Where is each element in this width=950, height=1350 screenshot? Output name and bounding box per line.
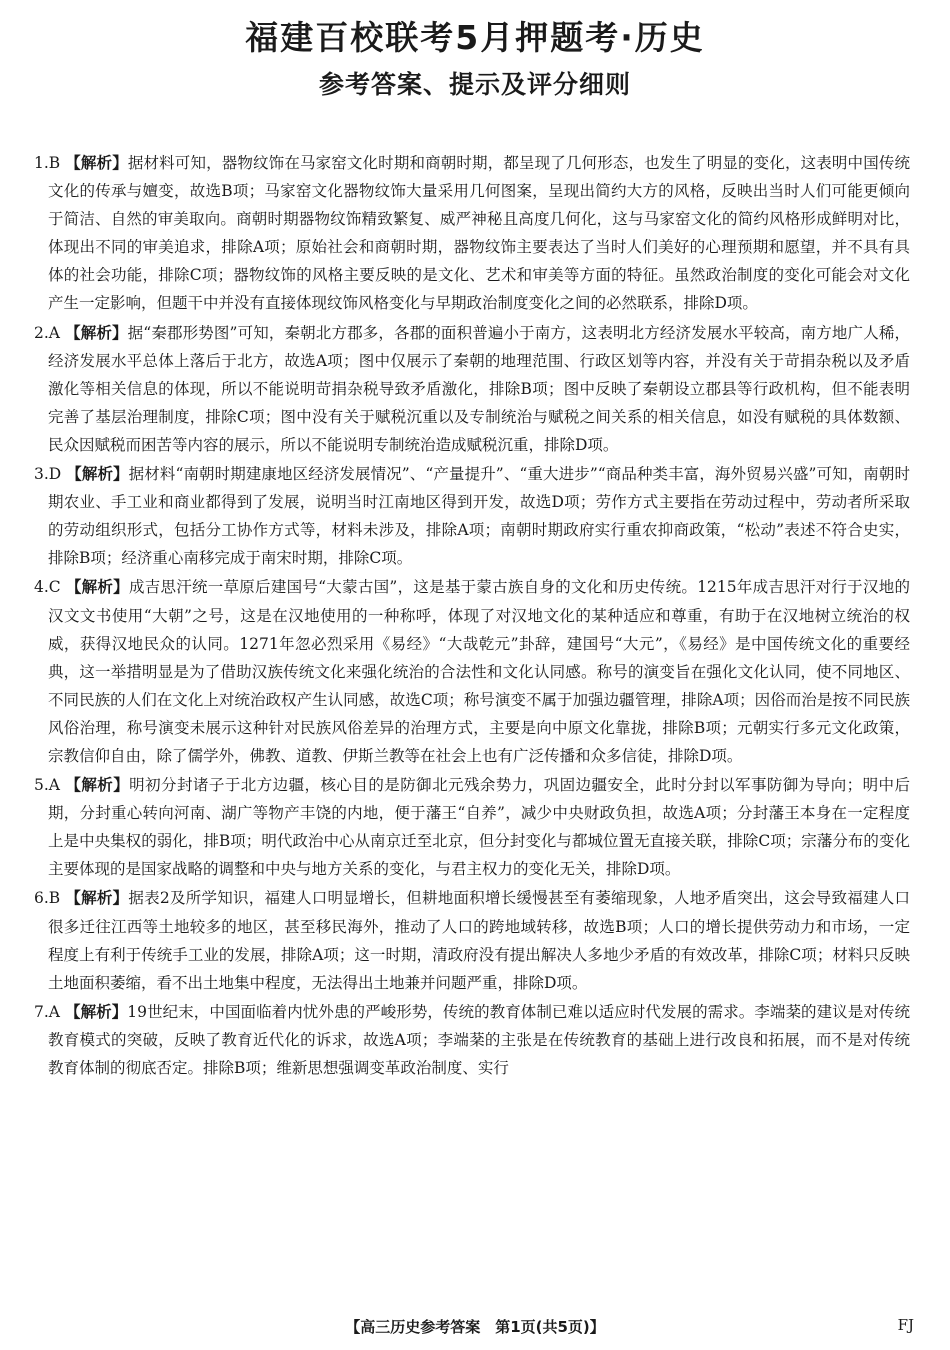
analysis-text: 19世纪末，中国面临着内忧外患的严峻形势，传统的教育体制已难以适应时代发展的需求。李端棻的建议是对传统教育模式的突破，反映了教育近代化的诉求，故选A项；李端棻的主张是在传统教育的基础上进行改良和拓展，而不是对传统教育体制的彻底否定。排除B项；维新思想强调变革政治制度、实行 (48, 1002, 910, 1077)
item-answer: A (48, 1002, 60, 1021)
item-number: 7. (34, 1002, 49, 1021)
analysis-text: 据材料可知，器物纹饰在马家窑文化时期和商朝时期，都呈现了几何形态，也发生了明显的变化，这表明中国传统文化的传承与嬗变，故选B项；马家窑文化器物纹饰大量采用几何图案，呈现出简约大方的风格，反映出当时人们可能更倾向于简洁、自然的审美取向。商朝时期器物纹饰精致繁复、威严神秘且高度几何化，这与马家窑文化的简约风格形成鲜明对比，体现出不同的审美追求，排除A项；原始社会和商朝时期，器物纹饰主要表达了当时人们美好的心理预期和愿望，并不具有具体的社会功能，排除C项；器物纹饰的风格主要反映的是文化、艺术和审美等方面的特征。虽然政治制度的变化可能会对文化产生一定影响，但题干中并没有直接体现纹饰风格变化与早期政治制度变化之间的必然联系，排除D项。 (48, 154, 910, 313)
answer-item-1 (34, 149, 910, 318)
analysis-text: 据表2及所学知识，福建人口明显增长，但耕地面积增长缓慢甚至有萎缩现象，人地矛盾突出，这会导致福建人口很多迁往江西等土地较多的地区，甚至移民海外，推动了人口的跨地域转移，故选B项；人口的增长提供劳动力和市场，一定程度上有利于传统手工业的发展，排除A项；这一时期，清政府没有提出解决人多地少矛盾的有效改革，排除C项；材料只反映土地面积萎缩，看不出土地集中程度，无法得出土地兼并问题严重，排除D项。 (48, 889, 910, 992)
item-number: 4. (34, 578, 49, 597)
item-answer: A (48, 776, 60, 795)
item-answer: B (48, 154, 61, 172)
analysis-tag: 【解析】 (65, 1002, 128, 1021)
item-answer: B (48, 889, 61, 908)
analysis-tag: 【解析】 (65, 323, 128, 342)
page-subtitle: 参考答案、提示及评分细则 (318, 70, 631, 99)
footer-region-code: FJ (897, 1316, 914, 1334)
answer-list (34, 149, 910, 1083)
item-number: 6. (34, 889, 49, 908)
analysis-tag: 【解析】 (66, 465, 129, 484)
answer-item-7 (34, 998, 910, 1082)
item-number: 2. (34, 323, 49, 342)
answer-item-5 (34, 771, 910, 883)
analysis-tag: 【解析】 (65, 578, 129, 597)
answer-item-4 (34, 573, 910, 770)
analysis-text: 成吉思汗统一草原后建国号“大蒙古国”，这是基于蒙古族自身的文化和历史传统。1215年成吉思汗对行于汉地的汉文文书使用“大朝”之号，这是在汉地使用的一种称呼，体现了对汉地文化的某种适应和尊重，有助于在汉地树立统治的权威，获得汉地民众的认同。1271年忽必烈采用《易经》“大哉乾元”卦辞，建国号“大元”，《易经》是中国传统文化的重要经典，这一举措明显是为了借助汉族传统文化来强化统治的合法性和文化认同感。称号的演变旨在强化文化认同，使不同地区、不同民族的人们在文化上对统治政权产生认同感，故选C项；称号演变不属于加强边疆管理，排除A项；因俗而治是按不同民族风俗治理，称号演变未展示这种针对民族风俗差异的治理方式，主要是向中原文化靠拢，排除B项；元朝实行多元文化政策，宗教信仰自由，除了儒学外，佛教、道教、伊斯兰教等在社会上也有广泛传播和众多信徒，排除D项。 (48, 578, 910, 765)
item-answer: C (48, 578, 61, 597)
answer-item-2 (34, 319, 910, 459)
item-number: 1. (34, 154, 49, 172)
item-number: 5. (34, 776, 49, 795)
answer-item-3 (34, 460, 910, 572)
analysis-tag: 【解析】 (65, 776, 130, 795)
analysis-tag: 【解析】 (65, 889, 129, 908)
analysis-text: 明初分封诸子于北方边疆，核心目的是防御北元残余势力，巩固边疆安全，此时分封以军事防御为导向；明中后期，分封重心转向河南、湖广等物产丰饶的内地，便于藩王“自养”，减少中央财政负担，故选A项；分封藩王本身在一定程度上是中央集权的弱化，排B项；明代政治中心从南京迁至北京，但分封变化与都城位置无直接关联，排除C项；宗藩分布的变化主要体现的是国家战略的调整和中央与地方关系的变化，与君主权力的变化无关，排除D项。 (48, 776, 910, 879)
analysis-tag: 【解析】 (65, 154, 128, 172)
page-footer: 【高三历史参考答案 第1页(共5页)】 (345, 1318, 605, 1336)
answer-item-6 (34, 884, 910, 996)
item-answer: A (48, 323, 60, 342)
item-number: 3. (34, 465, 49, 484)
analysis-text: 据材料“南朝时期建康地区经济发展情况”、“产量提升”、“重大进步”“商品种类丰富，海外贸易兴盛”可知，南朝时期农业、手工业和商业都得到了发展，说明当时江南地区得到开发，故选D项；劳作方式主要指在劳动过程中，劳动者所采取的劳动组织形式，包括分工协作方式等，材料未涉及，排除A项；南朝时期政府实行重农抑商政策，“松动”表述不符合史实，排除B项；经济重心南移完成于南宋时期，排除C项。 (48, 465, 910, 568)
page-title: 福建百校联考5月押题考·历史 (245, 18, 705, 57)
analysis-text: 据“秦郡形势图”可知，秦朝北方郡多，各郡的面积普遍小于南方，这表明北方经济发展水平较高，南方地广人稀，经济发展水平总体上落后于北方，故选A项；图中仅展示了秦朝的地理范围、行政区划等内容，并没有关于苛捐杂税以及矛盾激化等相关信息的体现，所以不能说明苛捐杂税导致矛盾激化，排除B项；图中反映了秦朝设立郡县等行政机构，但不能表明完善了基层治理制度，排除C项；图中没有关于赋税沉重以及专制统治与赋税之间关系的相关信息，如没有赋税的具体数额、民众因赋税而困苦等内容的展示，所以不能说明专制统治造成赋税沉重，排除D项。 (48, 323, 910, 454)
item-answer: D (48, 465, 62, 484)
